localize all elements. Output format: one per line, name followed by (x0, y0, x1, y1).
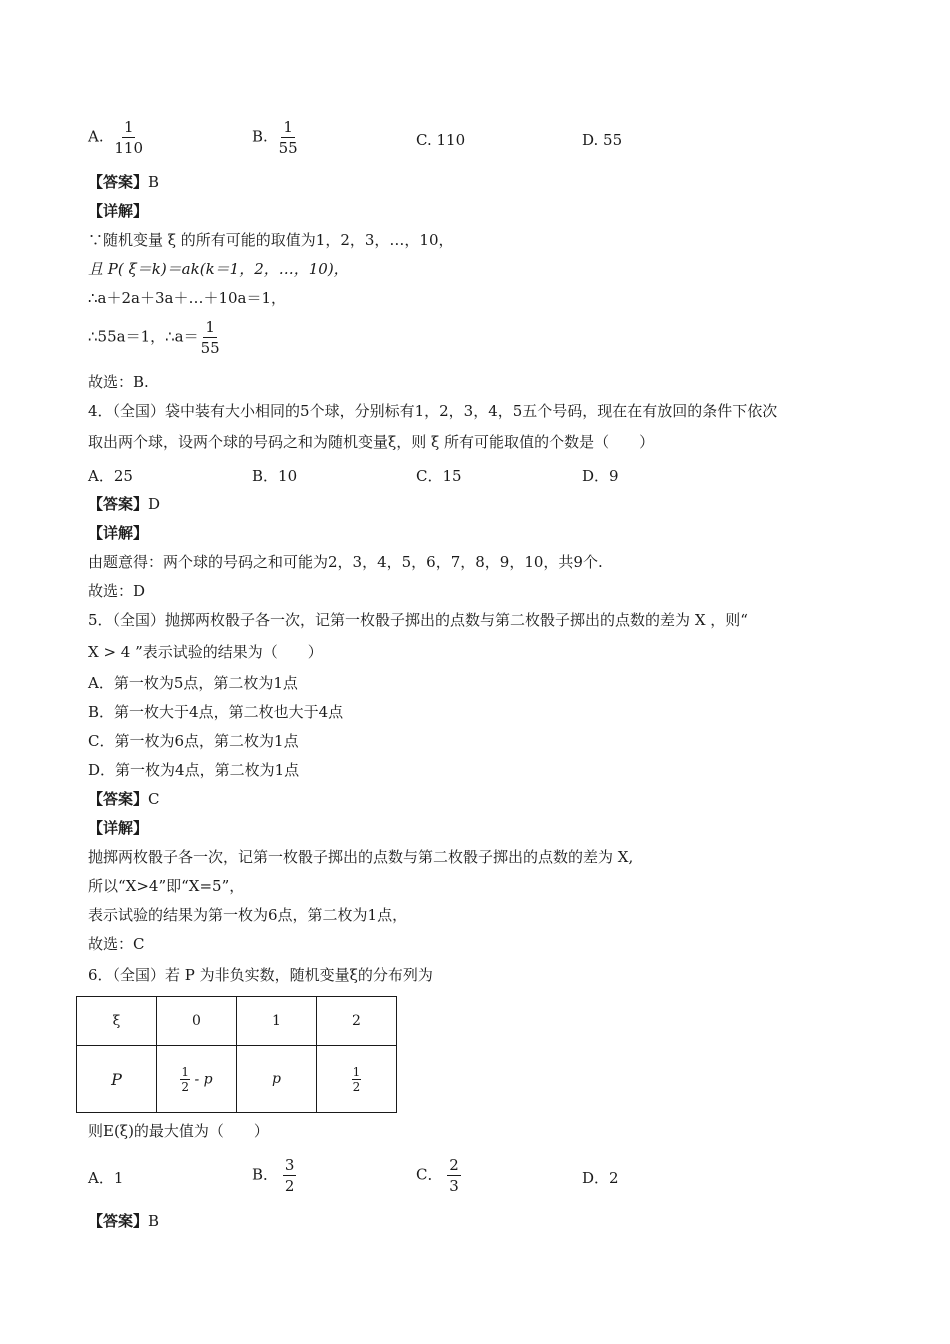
q5-explain-line-1: 抛掷两枚骰子各一次，记第一枚骰子掷出的点数与第二枚骰子掷出的点数的差为 X, (88, 848, 634, 866)
equation-text: ∴55a＝1，∴a＝ (88, 327, 199, 346)
denominator: 110 (114, 139, 144, 157)
answer-value: B (148, 1212, 160, 1230)
fraction (114, 118, 143, 157)
q4-explain: 由题意得：两个球的号码之和可能为2，3，4，5，6，7，8，9，10，共9个. (88, 553, 603, 571)
table-cell: 2 (317, 997, 397, 1046)
fraction (447, 1156, 461, 1195)
answer-tag: 【答案】 (88, 790, 149, 808)
numerator: 1 (123, 118, 134, 136)
q4-option-c: C．15 (416, 467, 462, 485)
table-cell: P (77, 1046, 157, 1113)
table-row (77, 997, 397, 1046)
answer-tag: 【答案】 (88, 495, 149, 513)
option-label: A. (88, 127, 104, 146)
denominator: 2 (284, 1177, 295, 1195)
numerator: 1 (181, 1064, 190, 1079)
q6-question: 则E(ξ)的最大值为（ ） (88, 1122, 269, 1140)
table-row (77, 1046, 397, 1113)
q3-explain-line-2: 且 P( ξ＝k)＝ak(k＝1，2，…，10)， (88, 260, 349, 278)
q4-explain-tag: 【详解】 (88, 524, 149, 542)
option-label: B． (252, 1165, 279, 1184)
denominator: 55 (200, 339, 220, 357)
q6-option-c (416, 1156, 461, 1195)
numerator: 1 (352, 1064, 361, 1079)
answer-tag: 【答案】 (88, 1212, 149, 1230)
q5-conclusion: 故选：C (88, 935, 145, 953)
fraction (279, 118, 298, 157)
q5-question-line-1: 5．（全国）抛掷两枚骰子各一次，记第一枚骰子掷出的点数与第二枚骰子掷出的点数的差为 X ，则“ (88, 611, 748, 629)
option-value: 110 (436, 131, 466, 149)
fraction (352, 1065, 362, 1094)
q4-option-d: D．9 (582, 467, 619, 485)
q5-explain-tag: 【详解】 (88, 819, 149, 837)
q5-option-b: B．第一枚大于4点，第二枚也大于4点 (88, 703, 344, 721)
denominator: 2 (352, 1079, 361, 1094)
table-cell: 1 (237, 997, 317, 1046)
numerator: 1 (283, 118, 293, 136)
table-cell: 0 (157, 997, 237, 1046)
q3-conclusion: 故选：B. (88, 373, 149, 391)
q3-option-d (582, 130, 622, 150)
q5-option-c: C．第一枚为6点，第二枚为1点 (88, 732, 299, 750)
numerator: 3 (284, 1156, 295, 1174)
q4-answer (88, 494, 160, 514)
q3-answer (88, 172, 159, 192)
q3-option-b (252, 118, 298, 157)
q3-explain-line-3: ∴a＋2a＋3a＋…＋10a＝1， (88, 289, 287, 307)
denominator: 3 (449, 1177, 459, 1195)
table-cell (157, 1046, 237, 1113)
q3-explain-line-4 (88, 318, 220, 357)
q5-answer (88, 789, 160, 809)
table-cell: ξ (77, 997, 157, 1046)
denominator: 2 (181, 1079, 190, 1094)
q5-explain-line-2: 所以“X>4”即“X=5”， (88, 877, 245, 895)
q3-explain-tag: 【详解】 (88, 202, 149, 220)
option-label: B. (252, 127, 268, 146)
fraction (283, 1156, 297, 1195)
table-cell: p (237, 1046, 317, 1113)
q6-option-d: D．2 (582, 1169, 619, 1187)
q4-question-line-1: 4．（全国）袋中装有大小相同的5个球，分别标有1，2，3，4，5五个号码，现在在有放回的条件下依次 (88, 402, 778, 420)
answer-tag: 【答案】 (88, 173, 149, 191)
q4-option-b: B．10 (252, 467, 298, 485)
numerator: 1 (205, 318, 215, 336)
cell-text: - p (194, 1071, 213, 1087)
fraction (180, 1065, 190, 1094)
q5-explain-line-3: 表示试验的结果为第一枚为6点，第二枚为1点， (88, 906, 408, 924)
q6-option-a: A．1 (88, 1169, 124, 1187)
answer-value: D (148, 495, 161, 513)
q3-option-a (88, 118, 143, 157)
q3-explain-line-1: ∵随机变量 ξ 的所有可能的取值为1，2，3，…，10， (88, 231, 454, 249)
q4-conclusion: 故选：D (88, 582, 146, 600)
fraction (201, 318, 220, 357)
q6-option-b (252, 1156, 296, 1195)
q5-option-a: A．第一枚为5点，第二枚为1点 (88, 674, 298, 692)
q6-answer (88, 1211, 159, 1231)
q5-question-line-2: X > 4 ”表示试验的结果为（ ） (88, 643, 323, 661)
q4-option-a: A．25 (88, 467, 133, 485)
q3-option-c (416, 130, 465, 150)
option-value: 55 (603, 131, 623, 149)
option-label: C． (416, 1165, 443, 1184)
q5-option-d: D．第一枚为4点，第二枚为1点 (88, 761, 300, 779)
answer-value: C (148, 790, 160, 808)
numerator: 2 (449, 1156, 459, 1174)
option-label: D. (582, 131, 599, 149)
option-label: C. (416, 131, 432, 149)
denominator: 55 (278, 139, 298, 157)
q4-question-line-2: 取出两个球，设两个球的号码之和为随机变量ξ，则 ξ 所有可能取值的个数是（ ） (88, 433, 655, 451)
answer-value: B (148, 173, 160, 191)
q6-question-line-1: 6．（全国）若 P 为非负实数，随机变量ξ的分布列为 (88, 966, 433, 984)
distribution-table (76, 996, 397, 1113)
table-cell (317, 1046, 397, 1113)
